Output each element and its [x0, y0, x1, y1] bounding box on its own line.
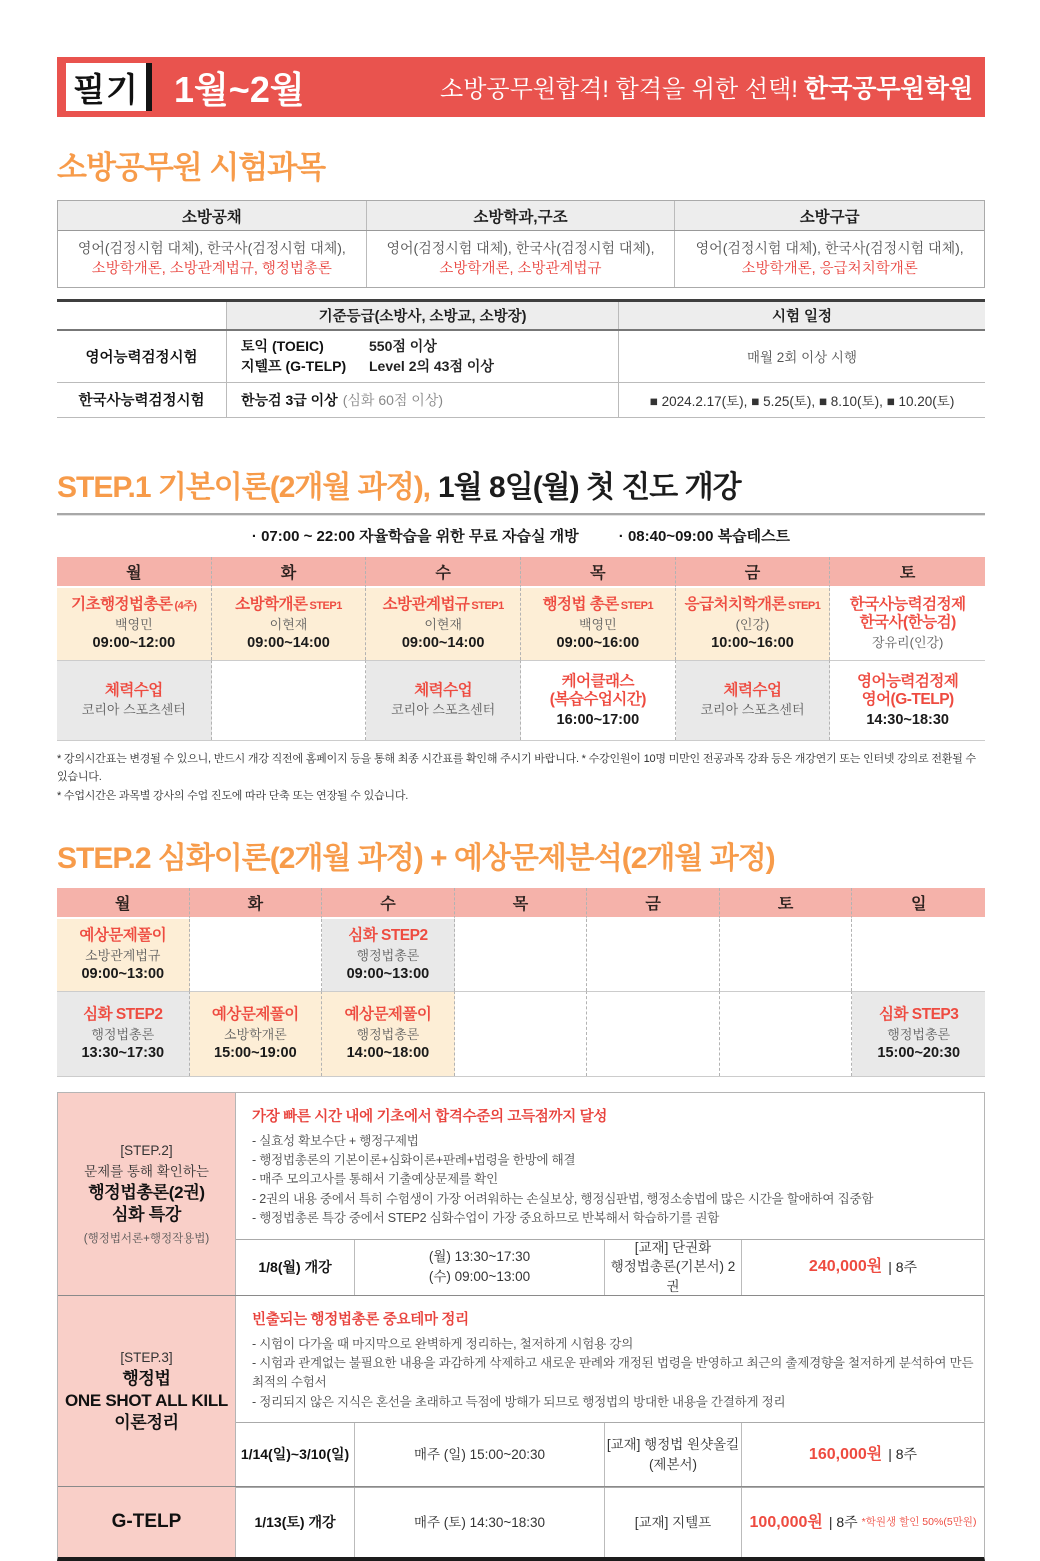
course-label	[58, 1296, 236, 1487]
day-header: 일	[852, 888, 985, 919]
day-header: 금	[587, 888, 720, 919]
class-title: 체력수업	[414, 681, 473, 699]
course-step2-special	[58, 1093, 984, 1295]
cert-english-label: 영어능력검정시험	[57, 331, 227, 382]
class-subject: 행정법총론	[356, 947, 420, 963]
toeic-req: 550점 이상	[369, 338, 437, 354]
class-title: 케어클래스	[561, 672, 635, 690]
class-cell	[57, 660, 212, 740]
course-bullet: - 시험이 다가올 때 마지막으로 완벽하게 정리하는, 철저하게 시험용 강의	[252, 1336, 634, 1351]
toeic-name: 토익 (TOEIC)	[241, 338, 324, 354]
day-header: 목	[455, 888, 588, 919]
step1-timetable	[57, 557, 985, 741]
course-duration: | 8주	[888, 1258, 918, 1275]
day-header: 월	[57, 557, 212, 588]
day-header: 월	[57, 888, 190, 919]
course-bullet: - 행정법총론 특강 중에서 STEP2 심화수업이 가장 중요하므로 반복해서 학습하기를 권함	[252, 1211, 720, 1226]
korean-req: 한능검 3급 이상	[241, 391, 338, 408]
review-test-notice: · 08:40~09:00 복습테스트	[618, 527, 791, 545]
class-title: 영어능력검정제	[857, 672, 959, 690]
class-title: 체력수업	[723, 681, 782, 699]
course-price: 240,000원	[808, 1258, 883, 1276]
class-cell-empty	[852, 919, 985, 991]
step2-row2	[57, 991, 985, 1076]
subjects-cell	[367, 231, 676, 287]
course-time-line: 매주 (토) 14:30~18:30	[354, 1488, 604, 1557]
day-header: 화	[190, 888, 323, 919]
textbook-line: (제본서)	[648, 1456, 698, 1472]
course-start-date: 1/13(토) 개강	[254, 1514, 336, 1531]
class-subject: 소방관계법규	[85, 947, 161, 963]
course-headline: 빈출되는 행정법총론 중요테마 정리	[252, 1311, 469, 1328]
cert-header-schedule: 시험 일정	[619, 302, 985, 329]
course-time-line: 매주 (일) 15:00~20:30	[354, 1423, 604, 1486]
class-time: 09:00~13:00	[81, 966, 165, 983]
class-title-text: 응급처치학개론	[684, 596, 786, 614]
class-cell-empty	[455, 991, 588, 1076]
course-boxes	[57, 1092, 985, 1561]
step1-title-black: 1월 8일(월) 첫 진도 개강	[438, 470, 741, 504]
class-title	[543, 596, 654, 615]
step2-heading: STEP.2 심화이론(2개월 과정) + 예상문제분석(2개월 과정)	[57, 841, 775, 875]
course-step-tag: [STEP.3]	[120, 1349, 173, 1365]
class-cell	[212, 588, 367, 660]
class-title-text: 기초행정법총론	[71, 596, 173, 614]
subjects-cell	[675, 231, 984, 287]
course-times	[354, 1240, 604, 1295]
gtelp-line	[241, 356, 618, 376]
subjects-body-row	[58, 231, 984, 287]
class-cell	[57, 588, 212, 660]
poster-page	[57, 57, 985, 1561]
major-subjects: 소방학개론, 응급처치학개론	[741, 260, 918, 277]
class-location: 코리아 스포츠센터	[700, 702, 805, 718]
course-body	[236, 1093, 984, 1295]
class-cell	[852, 991, 985, 1076]
class-cell-empty	[587, 991, 720, 1076]
written-exam-badge: 필기	[66, 63, 152, 111]
class-title	[235, 596, 342, 615]
discount-note: *학원생 할인 50%(5만원)	[861, 1515, 977, 1528]
course-bullet: - 행정법총론의 기본이론+심화이론+판례+법령을 한방에 해결	[252, 1153, 576, 1168]
subjects-header: 소방공채	[58, 201, 367, 230]
class-teacher: (인강)	[735, 616, 770, 632]
cert-korean-schedule: ■ 2024.2.17(토), ■ 5.25(토), ■ 8.10(토), ■ 10.20(토)	[649, 393, 955, 409]
course-schedule-row	[236, 1487, 984, 1557]
gtelp-name: 지텔프 (G-TELP)	[241, 358, 347, 375]
class-cell-empty	[212, 660, 367, 740]
class-cell	[676, 588, 831, 660]
cert-english-schedule: 매월 2회 이상 시행	[746, 350, 858, 366]
class-title-text: 소방학개론	[235, 596, 308, 614]
class-teacher: 장유리(인강)	[871, 635, 944, 651]
class-title-text: 행정법 총론	[542, 596, 619, 614]
course-schedule-row	[236, 1239, 984, 1295]
class-cell	[830, 660, 985, 740]
exam-subjects-title: 소방공무원 시험과목	[57, 150, 326, 185]
step1-footnotes	[57, 750, 985, 806]
class-title-text: 소방관계법규	[382, 596, 470, 614]
step1-day-header	[57, 557, 985, 588]
course-bullet: - 시험과 관계없는 불필요한 내용을 과감하게 삭제하고 새로운 판례와 개정된 법령을 반영하고 최근의 출제경향을 철저하게 분석하여 만든 최적의 수험서	[252, 1355, 974, 1390]
step1-heading	[57, 462, 985, 506]
class-cell	[830, 588, 985, 660]
step1-title-orange: STEP.1 기본이론(2개월 과정),	[57, 470, 431, 504]
cert-english-grade	[227, 331, 619, 382]
class-tag: STEP1	[787, 600, 821, 613]
major-subjects: 소방학개론, 소방관계법규, 행정법총론	[91, 260, 332, 277]
course-duration: | 8주	[888, 1446, 918, 1463]
class-cell-empty	[455, 919, 588, 991]
class-cell	[676, 660, 831, 740]
class-teacher: 백영민	[114, 616, 153, 632]
class-title	[71, 596, 196, 615]
class-title: 예상문제풀이	[344, 1006, 432, 1024]
course-bullet: - 매주 모의고사를 통해서 기출예상문제를 확인	[252, 1172, 498, 1187]
course-time-line: (월) 13:30~17:30	[428, 1249, 531, 1265]
cert-header-empty	[57, 302, 227, 329]
class-location: 코리아 스포츠센터	[391, 702, 496, 718]
course-start-date: 1/8(월) 개강	[258, 1258, 332, 1275]
step2-timetable	[57, 888, 985, 1077]
class-tag: STEP1	[309, 600, 342, 613]
cert-korean-history-row	[57, 383, 985, 417]
course-textbook: [교재] 지텔프	[604, 1488, 741, 1557]
day-header: 수	[366, 557, 521, 588]
class-time: 09:00~16:00	[556, 635, 640, 652]
class-cell	[521, 588, 676, 660]
cert-exam-table	[57, 299, 985, 418]
class-time: 14:00~18:00	[346, 1045, 430, 1062]
class-title: 심화 STEP2	[348, 927, 428, 945]
day-header: 수	[322, 888, 455, 919]
day-header: 토	[720, 888, 853, 919]
course-step3-oneshot	[58, 1295, 984, 1487]
class-subject: 행정법총론	[887, 1026, 951, 1042]
class-title: 한국사능력검정제	[849, 595, 966, 613]
divider-rule	[57, 513, 985, 516]
course-time-line: (수) 09:00~13:00	[428, 1269, 531, 1285]
course-price: 160,000원	[808, 1445, 883, 1463]
class-teacher: 이현재	[269, 616, 308, 632]
textbook-line: [교재] 단권화	[634, 1239, 712, 1255]
class-title: 예상문제풀이	[79, 927, 167, 945]
class-title-line2: 영어(G-TELP)	[861, 691, 954, 709]
class-title: 심화 STEP3	[879, 1006, 959, 1024]
class-cell-empty	[190, 919, 323, 991]
textbook-line: [교재] 행정법 원샷올킬	[606, 1436, 740, 1452]
course-textbook	[604, 1423, 741, 1486]
class-cell	[521, 660, 676, 740]
course-start-date: 1/14(일)~3/10(일)	[240, 1446, 350, 1463]
course-body	[236, 1487, 984, 1557]
day-header: 금	[676, 557, 831, 588]
common-subjects: 영어(검정시험 대체), 한국사(검정시험 대체),	[386, 240, 655, 257]
course-name-line2: 심화 특강	[112, 1204, 181, 1224]
self-study-notice: · 07:00 ~ 22:00 자율학습을 위한 무료 자습실 개방	[251, 527, 579, 545]
class-tag: STEP1	[620, 600, 654, 613]
course-schedule-row	[236, 1422, 984, 1486]
cert-korean-grade	[227, 383, 619, 417]
course-price-cell	[741, 1488, 984, 1557]
course-gtelp	[58, 1486, 984, 1557]
class-cell	[57, 919, 190, 991]
course-name: 행정법	[122, 1368, 171, 1388]
class-subject: 행정법총론	[356, 1026, 420, 1042]
subjects-cell	[58, 231, 367, 287]
gtelp-req: Level 2의 43점 이상	[369, 358, 494, 375]
banner-period: 1월~2월	[174, 68, 305, 110]
common-subjects: 영어(검정시험 대체), 한국사(검정시험 대체),	[695, 240, 964, 257]
subjects-header-row	[58, 201, 984, 231]
class-time: 14:30~18:30	[866, 711, 949, 728]
class-cell-empty	[587, 919, 720, 991]
class-subject: 소방학개론	[223, 1026, 287, 1042]
class-time: 15:00~19:00	[214, 1045, 297, 1062]
course-bullet: - 실효성 확보수단 + 행정구제법	[252, 1133, 419, 1148]
class-time: 13:30~17:30	[81, 1045, 165, 1062]
subjects-header: 소방구급	[799, 208, 860, 226]
class-time: 09:00~13:00	[346, 966, 430, 983]
class-teacher: 백영민	[578, 616, 617, 632]
course-price-cell	[741, 1240, 984, 1295]
class-title: 체력수업	[104, 681, 163, 699]
class-tag: (4주)	[174, 600, 197, 613]
day-header: 화	[212, 557, 367, 588]
cert-korean-label: 한국사능력검정시험	[57, 383, 227, 417]
course-description	[236, 1296, 984, 1423]
class-location: 코리아 스포츠센터	[81, 702, 186, 718]
class-time: 09:00~14:00	[247, 635, 330, 652]
course-description	[236, 1093, 984, 1239]
major-subjects: 소방학개론, 소방관계법규	[439, 260, 602, 277]
course-name: G-TELP	[111, 1511, 182, 1533]
class-subject: 행정법총론	[91, 1026, 155, 1042]
class-teacher: 이현재	[424, 616, 462, 632]
course-step-tag: [STEP.2]	[120, 1143, 173, 1159]
course-body	[236, 1296, 984, 1487]
common-subjects: 영어(검정시험 대체), 한국사(검정시험 대체),	[77, 240, 346, 257]
cert-header-grade: 기준등급(소방사, 소방교, 소방장)	[227, 302, 619, 329]
toeic-line	[241, 336, 618, 356]
course-price: 100,000원	[749, 1513, 823, 1531]
class-time: 09:00~12:00	[92, 635, 176, 652]
class-title	[383, 596, 504, 615]
cert-header-row	[57, 302, 985, 331]
class-title-line2: 한국사(한능검)	[859, 614, 956, 632]
course-name-line2: ONE SHOT ALL KILL	[64, 1390, 228, 1410]
class-cell-empty	[720, 919, 853, 991]
course-duration: | 8주	[828, 1514, 858, 1531]
korean-req-note: (심화 60점 이상)	[342, 391, 444, 408]
class-title: 심화 STEP2	[83, 1006, 163, 1024]
step2-row1	[57, 919, 985, 991]
academy-brand: 한국공무원학원	[803, 75, 973, 103]
step2-day-header	[57, 888, 985, 919]
top-banner	[57, 57, 985, 117]
exam-subjects-table	[57, 200, 985, 288]
class-time: 10:00~16:00	[711, 635, 794, 652]
class-cell-empty	[720, 991, 853, 1076]
course-name-line3: 이론정리	[114, 1412, 179, 1432]
tagline-text: 소방공무원합격! 합격을 위한 선택!	[440, 76, 798, 103]
day-header: 토	[830, 557, 985, 588]
course-bullet: - 2권의 내용 중에서 특히 수험생이 가장 어려워하는 손실보상, 행정심판법, 행정소송법에 많은 시간을 할애하여 집중함	[252, 1191, 874, 1206]
course-textbook	[604, 1240, 741, 1295]
class-time: 15:00~20:30	[877, 1045, 961, 1062]
textbook-line: 행정법총론(기본서) 2권	[610, 1259, 736, 1294]
day-header: 목	[521, 557, 676, 588]
course-bullet: - 정리되지 않은 지식은 혼선을 초래하고 득점에 방해가 되므로 행정법의 방대한 내용을 간결하게 정리	[252, 1394, 786, 1409]
class-tag: STEP1	[471, 600, 504, 613]
class-time: 16:00~17:00	[556, 711, 640, 728]
footnote-line: * 수업시간은 과목별 강사의 수업 진도에 따라 단축 또는 연장될 수 있습니다.	[57, 789, 409, 802]
step1-row2	[57, 660, 985, 740]
cert-english-row	[57, 331, 985, 383]
step1-notice	[57, 525, 985, 546]
course-label-line: 문제를 통해 확인하는	[84, 1163, 209, 1179]
class-time: 09:00~14:00	[401, 635, 485, 652]
class-cell	[322, 991, 455, 1076]
course-label-note: (행정법서론+행정작용법)	[83, 1232, 210, 1245]
step1-row1	[57, 588, 985, 660]
subjects-header: 소방학과,구조	[367, 201, 676, 230]
course-name: 행정법총론(2권)	[88, 1182, 205, 1202]
course-price-cell	[741, 1423, 984, 1486]
footnote-line: * 강의시간표는 변경될 수 있으니, 반드시 개강 직전에 홈페이지 등을 통해 최종 시간표를 확인해 주시기 바랍니다. * 수강인원이 10명 미만인 전공과목 강좌 등은 개강연기 또는 인터넷 강의로 전환될 수 있습니다.	[57, 752, 976, 784]
course-label	[58, 1093, 236, 1295]
banner-tagline	[440, 69, 973, 105]
class-title	[685, 596, 821, 615]
class-cell	[366, 660, 521, 740]
class-cell	[57, 991, 190, 1076]
class-title: 예상문제풀이	[211, 1006, 299, 1024]
class-cell	[322, 919, 455, 991]
class-cell	[366, 588, 521, 660]
class-cell	[190, 991, 323, 1076]
class-title-line2: (복습수업시간)	[549, 691, 646, 709]
course-headline: 가장 빠른 시간 내에 기초에서 합격수준의 고득점까지 달성	[252, 1108, 608, 1125]
course-label	[58, 1487, 236, 1557]
